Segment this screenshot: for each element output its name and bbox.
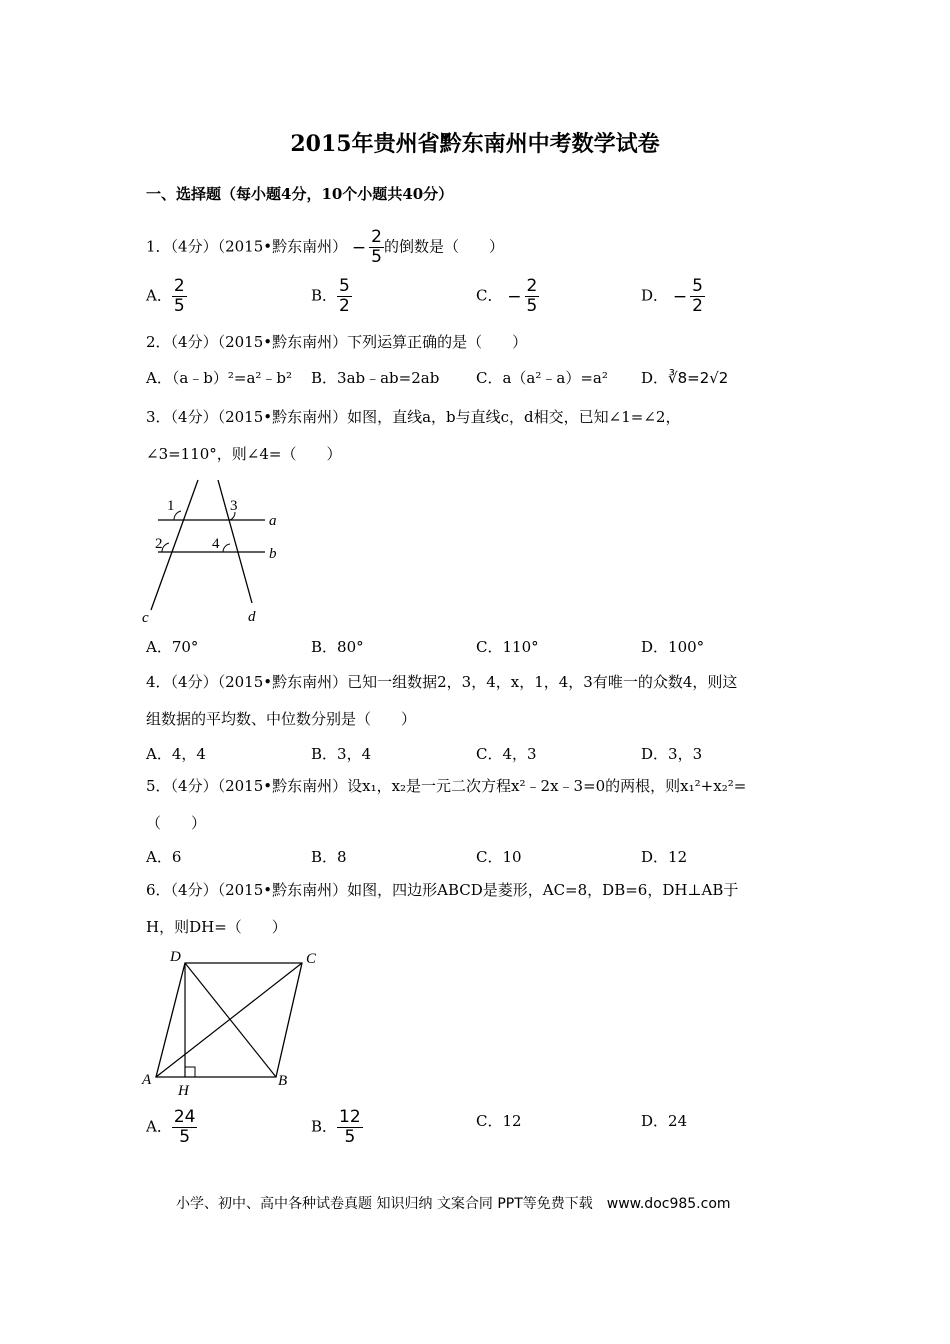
q6-option-c <box>476 1110 522 1131</box>
q1-option-a-fraction <box>172 277 187 316</box>
q1-option-b-label: B． <box>311 286 338 305</box>
question-5-line2: （ ） <box>146 814 207 832</box>
question-3-line2: ∠3=110°，则∠4=（ ） <box>146 445 342 463</box>
q1-option-c-num: 2 <box>526 276 538 296</box>
q6-option-a-fraction <box>172 1108 198 1147</box>
q1-option-d-sign: − <box>672 286 688 307</box>
label-3: 3 <box>230 498 238 514</box>
q6-option-d <box>641 1110 687 1131</box>
q6-figure <box>140 945 330 1100</box>
q5-option-b: B．8 <box>311 848 347 866</box>
q5-option-d: D．12 <box>641 848 688 866</box>
label-B: B <box>278 1073 288 1089</box>
q6-option-b <box>311 1108 363 1147</box>
q1-neg-sign: − <box>351 237 367 258</box>
right-angle-mark <box>185 1067 195 1077</box>
angle-2-arc <box>162 543 169 552</box>
question-3-line1: 3．（4分）（2015•黔东南州）如图，直线a，b与直线c，d相交，已知∠1=∠2， <box>146 408 681 426</box>
label-d: d <box>248 609 256 625</box>
q3-option-d: D．100° <box>641 638 705 656</box>
label-4: 4 <box>212 536 220 552</box>
q2-option-c: C．a（a²﹣a）=a² <box>476 369 608 387</box>
label-A: A <box>142 1072 152 1088</box>
q5-option-c: C．10 <box>476 848 522 866</box>
q6-option-a <box>146 1108 197 1147</box>
q1-option-b-fraction <box>337 277 352 316</box>
q1-option-a-label: A． <box>146 286 172 305</box>
footer-note: 小学、初中、高中各种试卷真题 知识归纳 文案合同 PPT等免费下载 www.doc985.com <box>176 1196 731 1212</box>
q6-option-a-num: 24 <box>173 1107 196 1127</box>
q6-option-a-den: 5 <box>179 1127 191 1147</box>
q2-option-d-expr: ∛8=2√2 <box>668 369 729 387</box>
q6-option-b-den: 5 <box>344 1127 356 1147</box>
q1-option-a-den: 5 <box>173 296 185 316</box>
angle-4-arc <box>223 544 230 552</box>
label-D: D <box>170 949 181 965</box>
q3-option-b: B．80° <box>311 638 364 656</box>
q1-prefix: 1．（4分）（2015•黔东南州） <box>146 237 348 256</box>
q1-option-d-num: 5 <box>692 276 703 296</box>
q6-option-c-text: 12 <box>502 1112 522 1130</box>
q1-option-b-num: 5 <box>339 276 350 296</box>
q6-option-a-label: A． <box>146 1117 172 1136</box>
label-2: 2 <box>155 536 163 552</box>
q1-fraction <box>369 228 384 267</box>
q2-option-d-label: D． <box>641 369 669 387</box>
q1-option-c-sign: − <box>507 286 522 307</box>
q6-option-b-num: 12 <box>339 1107 361 1127</box>
label-a: a <box>269 513 277 529</box>
q1-option-d <box>641 277 705 316</box>
q1-numerator: 2 <box>371 227 382 247</box>
q1-option-b <box>311 277 352 316</box>
q6-option-b-label: B． <box>311 1117 338 1136</box>
question-6-line1: 6．（4分）（2015•黔东南州）如图，四边形ABCD是菱形，AC=8，DB=6，DH⊥AB于 <box>146 881 739 899</box>
q1-option-c <box>476 277 539 316</box>
q1-option-a-num: 2 <box>173 276 185 296</box>
question-2-stem: 2．（4分）（2015•黔东南州）下列运算正确的是（ ） <box>146 333 528 351</box>
q3-option-c: C．110° <box>476 638 539 656</box>
label-C: C <box>306 951 317 967</box>
q3-option-a: A．70° <box>146 638 199 656</box>
question-4-line1: 4．（4分）（2015•黔东南州）已知一组数据2，3，4，x，1，4，3有唯一的众数4，则这 <box>146 673 738 691</box>
angle-1-arc <box>174 511 181 520</box>
q2-option-b: B．3ab﹣ab=2ab <box>311 369 440 387</box>
q1-option-d-den: 2 <box>692 296 703 316</box>
q1-option-c-fraction <box>525 277 540 316</box>
label-c: c <box>142 610 149 626</box>
diagonal-db <box>185 963 276 1077</box>
section-heading: 一、选择题（每小题4分，10个小题共40分） <box>146 185 454 203</box>
q1-option-c-den: 5 <box>526 296 538 316</box>
q4-option-b: B．3，4 <box>311 745 372 763</box>
page-title: 2015年贵州省黔东南州中考数学试卷 <box>290 131 660 157</box>
q4-option-d: D．3，3 <box>641 745 703 763</box>
q4-option-a: A．4，4 <box>146 745 206 763</box>
q2-option-d <box>641 367 728 388</box>
q4-option-c: C．4，3 <box>476 745 537 763</box>
q1-option-d-fraction <box>690 277 705 316</box>
q1-denominator: 5 <box>371 247 382 267</box>
question-6-line2: H，则DH=（ ） <box>146 918 287 936</box>
label-1: 1 <box>167 498 175 514</box>
q6-option-c-label: C． <box>476 1112 503 1130</box>
label-H: H <box>178 1083 189 1099</box>
label-b: b <box>269 546 277 562</box>
q6-option-b-fraction <box>337 1108 363 1147</box>
q1-option-d-label: D． <box>641 286 669 305</box>
q1-suffix: 的倒数是（ ） <box>383 237 504 256</box>
question-5-line1: 5．（4分）（2015•黔东南州）设x₁，x₂是一元二次方程x²﹣2x﹣3=0的两根，则x₁²+x₂²= <box>146 777 747 795</box>
q5-option-a: A．6 <box>146 848 182 866</box>
q1-option-c-label: C． <box>476 286 503 305</box>
question-1-stem <box>146 228 504 267</box>
question-4-line2: 组数据的平均数、中位数分别是（ ） <box>146 710 417 728</box>
q3-figure <box>140 475 290 627</box>
q6-option-d-text: 24 <box>668 1112 688 1130</box>
q1-option-b-den: 2 <box>339 296 350 316</box>
q6-option-d-label: D． <box>641 1112 669 1130</box>
q2-option-a: A．（a﹣b）²=a²﹣b² <box>146 369 293 387</box>
q1-option-a <box>146 277 187 316</box>
